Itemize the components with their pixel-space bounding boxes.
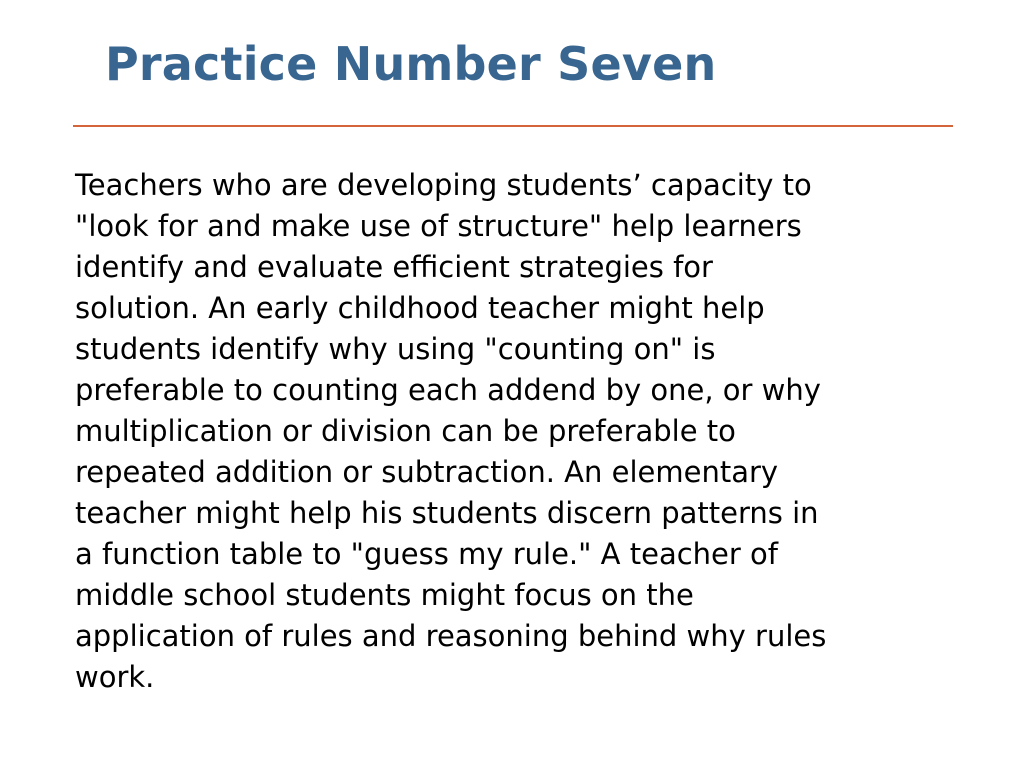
body-line: identify and evaluate efficient strategies for: [75, 250, 713, 284]
body-line: a function table to "guess my rule." A teacher of: [75, 537, 778, 571]
body-line: repeated addition or subtraction. An elementary: [75, 455, 779, 489]
body-line: teacher might help his students discern patterns in: [75, 496, 819, 530]
body-line: application of rules and reasoning behind why rules: [75, 619, 827, 653]
slide-title: Practice Number Seven: [105, 37, 717, 91]
body-line: "look for and make use of structure" help learners: [75, 209, 802, 243]
slide-body: [75, 165, 955, 698]
body-line: work.: [75, 660, 155, 694]
body-line: multiplication or division can be preferable to: [75, 414, 736, 448]
body-line: students identify why using "counting on" is: [75, 332, 716, 366]
body-line: middle school students might focus on the: [75, 578, 694, 612]
title-divider: [73, 125, 953, 127]
body-line: Teachers who are developing students’ capacity to: [75, 168, 812, 202]
body-line: preferable to counting each addend by one, or why: [75, 373, 821, 407]
body-line: solution. An early childhood teacher might help: [75, 291, 765, 325]
